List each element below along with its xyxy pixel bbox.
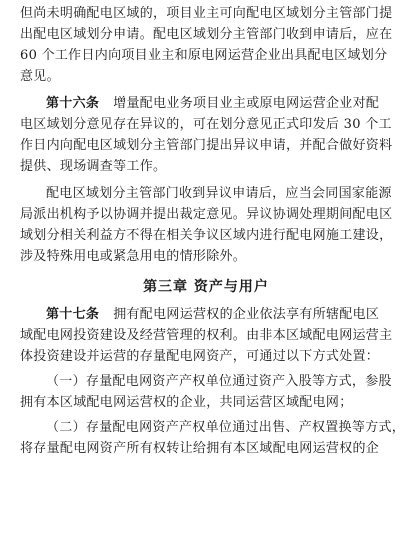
paragraph-line: 体投资建设并运营的存量配电网资产，可通过以下方式处置： — [20, 349, 380, 364]
paragraph-line: 60 个工作日内向项目业主和原电网运营企业出具配电区域划分 — [20, 48, 388, 63]
paragraph-line: 意见。 — [20, 69, 60, 84]
paragraph-line: （一）存量配电网资产产权单位通过资产入股等方式，参股 — [46, 374, 392, 389]
article-17-first-line — [20, 306, 400, 324]
paragraph-line: 作日内向配电区域划分主管部门提出异议申请，并配合做好资料 — [20, 138, 393, 153]
paragraph-line: 局派出机构予以协调并提出裁定意见。异议协调处理期间配电区 — [20, 207, 393, 222]
paragraph-line: 拥有配电网运营权的企业依法享有所辖配电区 — [113, 307, 380, 322]
paragraph-line: 拥有本区域配电网运营权的企业，共同运营区域配电网； — [20, 395, 353, 410]
paragraph-line: 提供、现场调查等工作。 — [20, 159, 167, 174]
paragraph-line: 出配电区域划分申请。配电区域划分主管部门收到申请后，应在 — [20, 27, 393, 42]
paragraph-line: 配电区域划分主管部门收到异议申请后，应当会同国家能源 — [46, 186, 392, 201]
paragraph-line: 但尚未明确配电区域的，项目业主可向配电区域划分主管部门提 — [20, 6, 393, 21]
article-16-label: 第十六条 — [46, 96, 100, 111]
paragraph-line: 将存量配电网资产所有权转让给拥有本区域配电网运营权的企 — [20, 441, 380, 456]
paragraph-line: （二）存量配电网资产产权单位通过出售、产权置换等方式， — [46, 420, 406, 435]
paragraph-line: 增量配电业务项目业主或原电网运营企业对配 — [113, 96, 380, 111]
article-16-first-line — [20, 95, 400, 113]
paragraph-line: 域划分相关利益方不得在相关争议区域内进行配电网施工建设， — [20, 228, 393, 243]
chapter-heading: 第三章 资产与用户 — [143, 279, 269, 295]
paragraph-line: 域配电网投资建设及经营管理的权利。由非本区域配电网运营主 — [20, 328, 393, 343]
paragraph-line: 涉及特殊用电或紧急用电的情形除外。 — [20, 249, 247, 264]
article-17-label: 第十七条 — [46, 307, 100, 322]
paragraph-line: 电区域划分意见存在异议的，可在划分意见正式印发后 30 个工 — [20, 117, 392, 132]
